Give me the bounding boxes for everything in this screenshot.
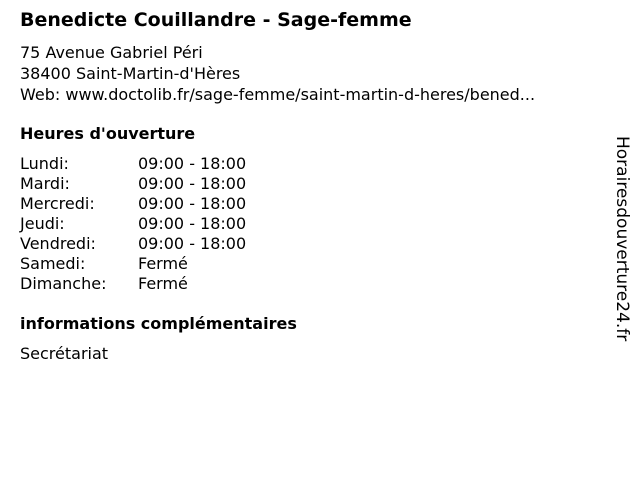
hours-value: 09:00 - 18:00 [138,174,247,193]
hours-value: Fermé [138,254,188,273]
day-label: Jeudi: [20,214,65,233]
day-label: Mardi: [20,174,70,193]
hours-value: Fermé [138,274,188,293]
day-label: Lundi: [20,154,69,173]
address-street: 75 Avenue Gabriel Péri [20,43,203,62]
day-label: Dimanche: [20,274,107,293]
opening-hours-heading: Heures d'ouverture [20,124,196,143]
hours-value: 09:00 - 18:00 [138,234,247,253]
hours-value: 09:00 - 18:00 [138,154,247,173]
day-label: Mercredi: [20,194,95,213]
hours-value: 09:00 - 18:00 [138,214,247,233]
hours-value: 09:00 - 18:00 [138,194,247,213]
site-watermark: Horairesdouverture24.fr [612,136,632,342]
day-label: Vendredi: [20,234,96,253]
additional-info-heading: informations complémentaires [20,314,297,333]
website-link[interactable]: Web: www.doctolib.fr/sage-femme/saint-martin-d-heres/bened... [20,85,536,104]
additional-info-text: Secrétariat [20,344,109,363]
page-title: Benedicte Couillandre - Sage-femme [20,9,412,31]
day-label: Samedi: [20,254,86,273]
address-city: 38400 Saint-Martin-d'Hères [20,64,241,83]
